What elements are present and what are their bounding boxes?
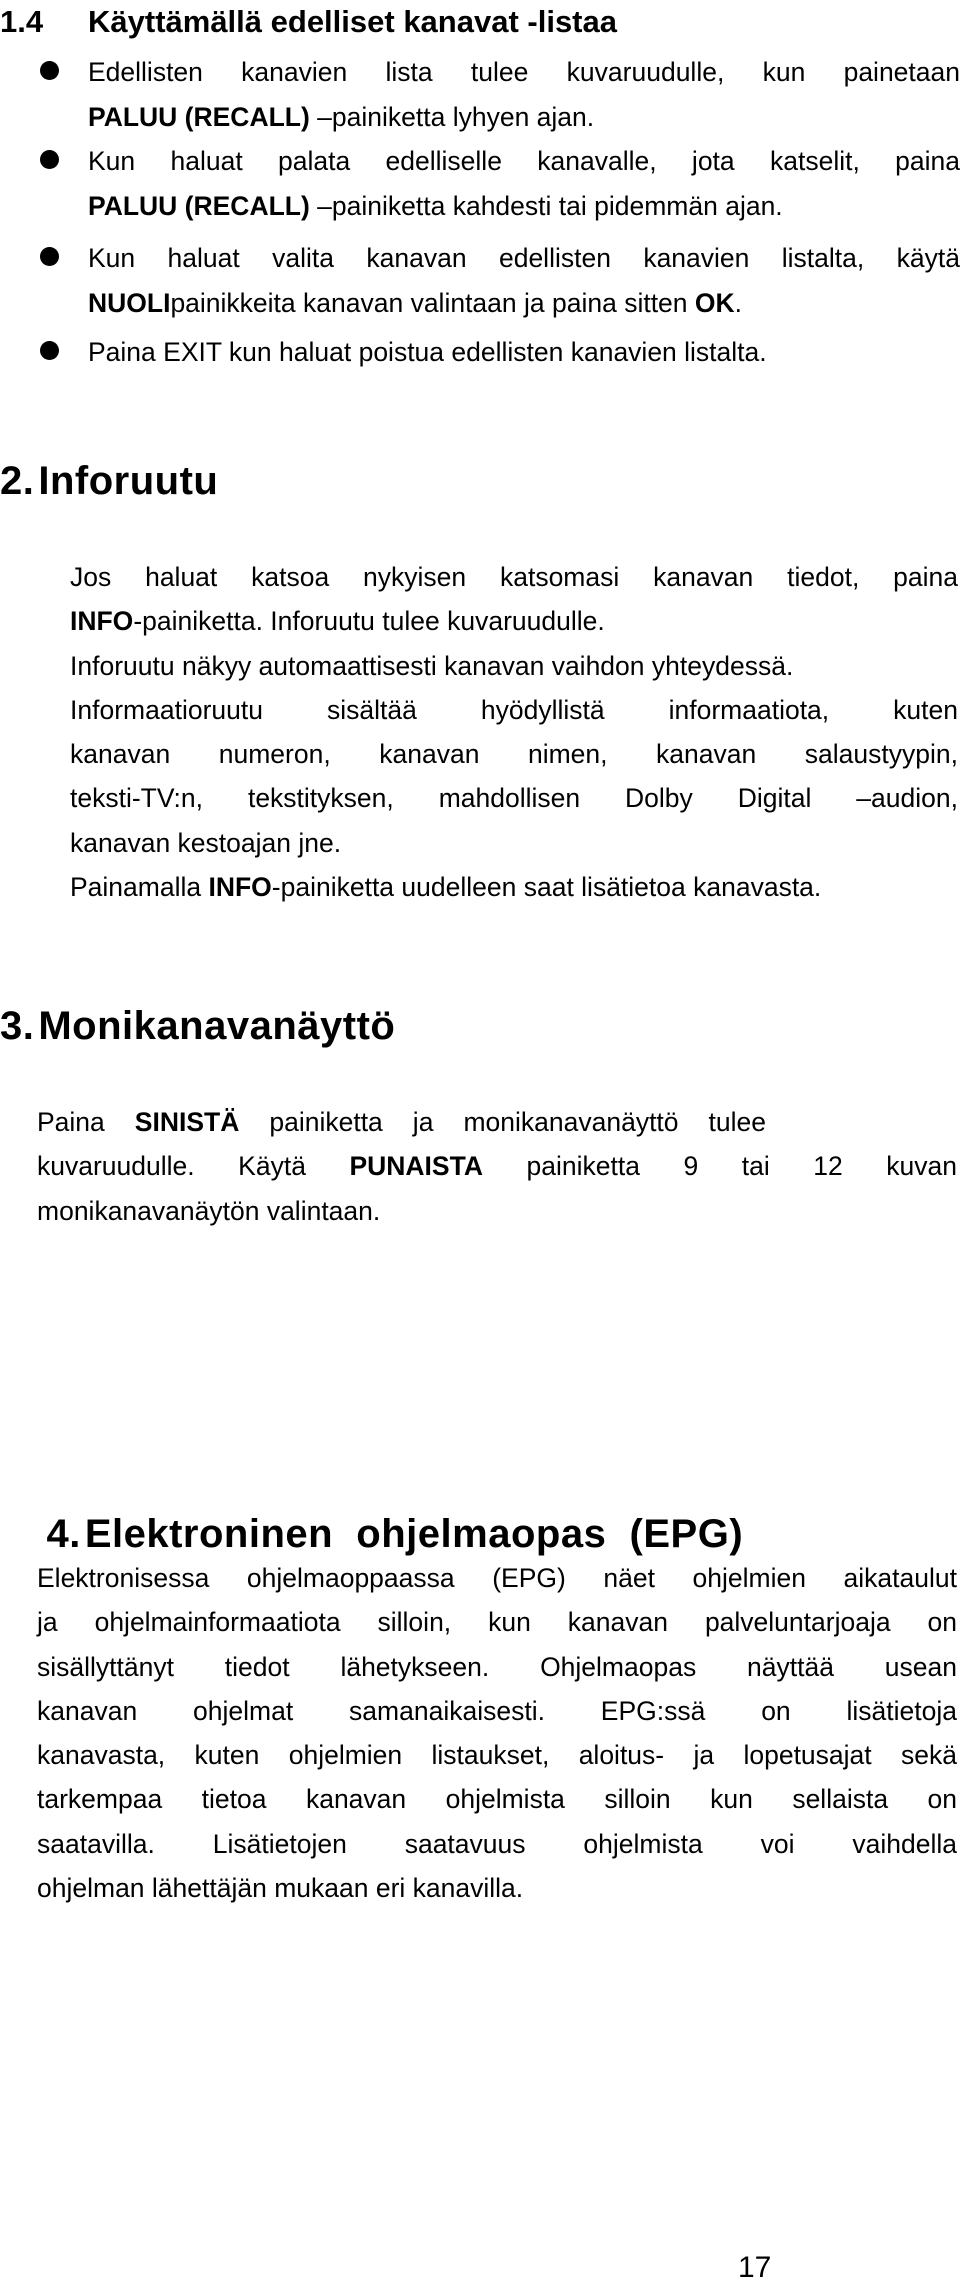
bullet-bold: PALUU (RECALL) <box>88 190 310 221</box>
section-3-number: 3. <box>0 1004 35 1048</box>
text-line: sisällyttänyt tiedot lähetykseen. Ohjelmaopas näyttää usean <box>37 1651 957 1682</box>
text-line: kanavasta, kuten ohjelmien listaukset, aloitus- ja lopetusajat sekä <box>37 1740 957 1771</box>
text-fragment: kuvaruudulle. Käytä <box>37 1151 350 1182</box>
text-line: Informaatioruutu sisältää hyödyllistä informaatiota, kuten <box>70 694 958 725</box>
bullet-text <box>88 330 960 375</box>
bullet-rest: –painiketta kahdesti tai pidemmän ajan. <box>309 190 783 221</box>
text-line: Inforuutu näkyy automaattisesti kanavan vaihdon yhteydessä. <box>70 650 794 681</box>
section-3-title: Monikanavanäyttö <box>38 1004 396 1048</box>
text-line: ja ohjelmainformaatiota silloin, kun kanavan palveluntarjoaja on <box>37 1607 957 1638</box>
section-1-4 <box>0 0 960 390</box>
bullet-rest: painikkeita kanavan valintaan ja paina sitten <box>170 287 695 318</box>
text-line: Elektronisessa ohjelmaoppaassa (EPG) näet ohjelmien aikataulut <box>37 1563 957 1593</box>
text-fragment: Paina <box>37 1107 135 1137</box>
section-2-title: Inforuutu <box>38 459 219 503</box>
punainen-bold: PUNAISTA <box>349 1151 483 1182</box>
text-line <box>37 1100 766 1144</box>
section-4-title: Elektroninen ohjelmaopas (EPG) <box>84 1512 744 1556</box>
text-fragment: painiketta 9 tai 12 kuvan <box>482 1151 957 1182</box>
text-fragment: Painamalla <box>70 872 209 903</box>
info-bold: INFO <box>208 872 272 903</box>
section-monikanavanaytto <box>0 1000 960 1240</box>
section-inforuutu <box>0 455 960 955</box>
bullet-text <box>88 50 960 139</box>
bullet-line: Edellisten kanavien lista tulee kuvaruudulle, kun painetaan <box>88 57 960 87</box>
page-number: 17 <box>738 2251 772 2284</box>
text-line: tarkempaa tietoa kanavan ohjelmista silloin kun sellaista on <box>37 1784 957 1815</box>
bullet-bold: PALUU (RECALL) <box>88 101 310 132</box>
text-line: kanavan ohjelmat samanaikaisesti. EPG:ssä on lisätietoja <box>37 1695 957 1726</box>
text-line <box>70 865 958 909</box>
monikanava-body <box>37 1100 957 1233</box>
text-line: kanavan kestoajan jne. <box>70 827 342 858</box>
text-line: kanavan numeron, kanavan nimen, kanavan salaustyypin, <box>70 739 958 770</box>
bullet-dot-icon <box>40 341 59 360</box>
bullet-text <box>88 139 960 228</box>
sininen-bold: SINISTÄ <box>134 1107 240 1137</box>
bullet-bold: NUOLI <box>88 287 171 318</box>
bullet-rest: –painiketta lyhyen ajan. <box>309 101 595 132</box>
bullet-line: Kun haluat palata edelliselle kanavalle, jota katselit, paina <box>88 146 960 176</box>
epg-body <box>37 1556 957 1910</box>
bullet-dot-icon <box>40 150 59 169</box>
bullet-dot-icon <box>40 247 59 266</box>
section-epg <box>0 1456 960 1936</box>
text-line <box>70 599 958 643</box>
inforuutu-body <box>70 555 958 909</box>
section-2-heading <box>0 455 218 507</box>
text-line: ohjelman lähettäjän mukaan eri kanavilla. <box>37 1873 524 1904</box>
text-line: teksti-TV:n, tekstityksen, mahdollisen Dolby Digital –audion, <box>70 783 958 814</box>
section-2-number: 2. <box>0 459 35 503</box>
text-fragment: -painiketta. Inforuutu tulee kuvaruudulle. <box>133 606 605 637</box>
info-bold: INFO <box>70 606 134 637</box>
section-3-heading <box>0 1000 395 1052</box>
section-4-number: 4. <box>46 1512 81 1556</box>
text-fragment: -painiketta uudelleen saat lisätietoa kanavasta. <box>271 872 822 903</box>
section-1-4-number: 1.4 <box>0 4 44 39</box>
text-fragment: painiketta ja monikanavanäyttö tulee <box>239 1107 767 1137</box>
text-line <box>37 1144 957 1188</box>
text-line: saatavilla. Lisätietojen saatavuus ohjelmista voi vaihdella <box>37 1828 957 1859</box>
section-1-4-heading <box>0 2 617 42</box>
bullet-dot-icon <box>40 61 59 80</box>
bullet-line: Paina EXIT kun haluat poistua edellisten kanavien listalta. <box>88 337 767 367</box>
bullet-text <box>88 236 960 325</box>
bullet-bold-ok: OK <box>694 287 735 318</box>
bullet-line: Kun haluat valita kanavan edellisten kanavien listalta, käytä <box>88 243 960 273</box>
bullet-rest-end: . <box>734 287 743 318</box>
text-line: Jos haluat katsoa nykyisen katsomasi kanavan tiedot, paina <box>70 562 958 592</box>
section-1-4-title: Käyttämällä edelliset kanavat -listaa <box>88 4 617 39</box>
text-line: monikanavanäytön valintaan. <box>37 1195 381 1226</box>
